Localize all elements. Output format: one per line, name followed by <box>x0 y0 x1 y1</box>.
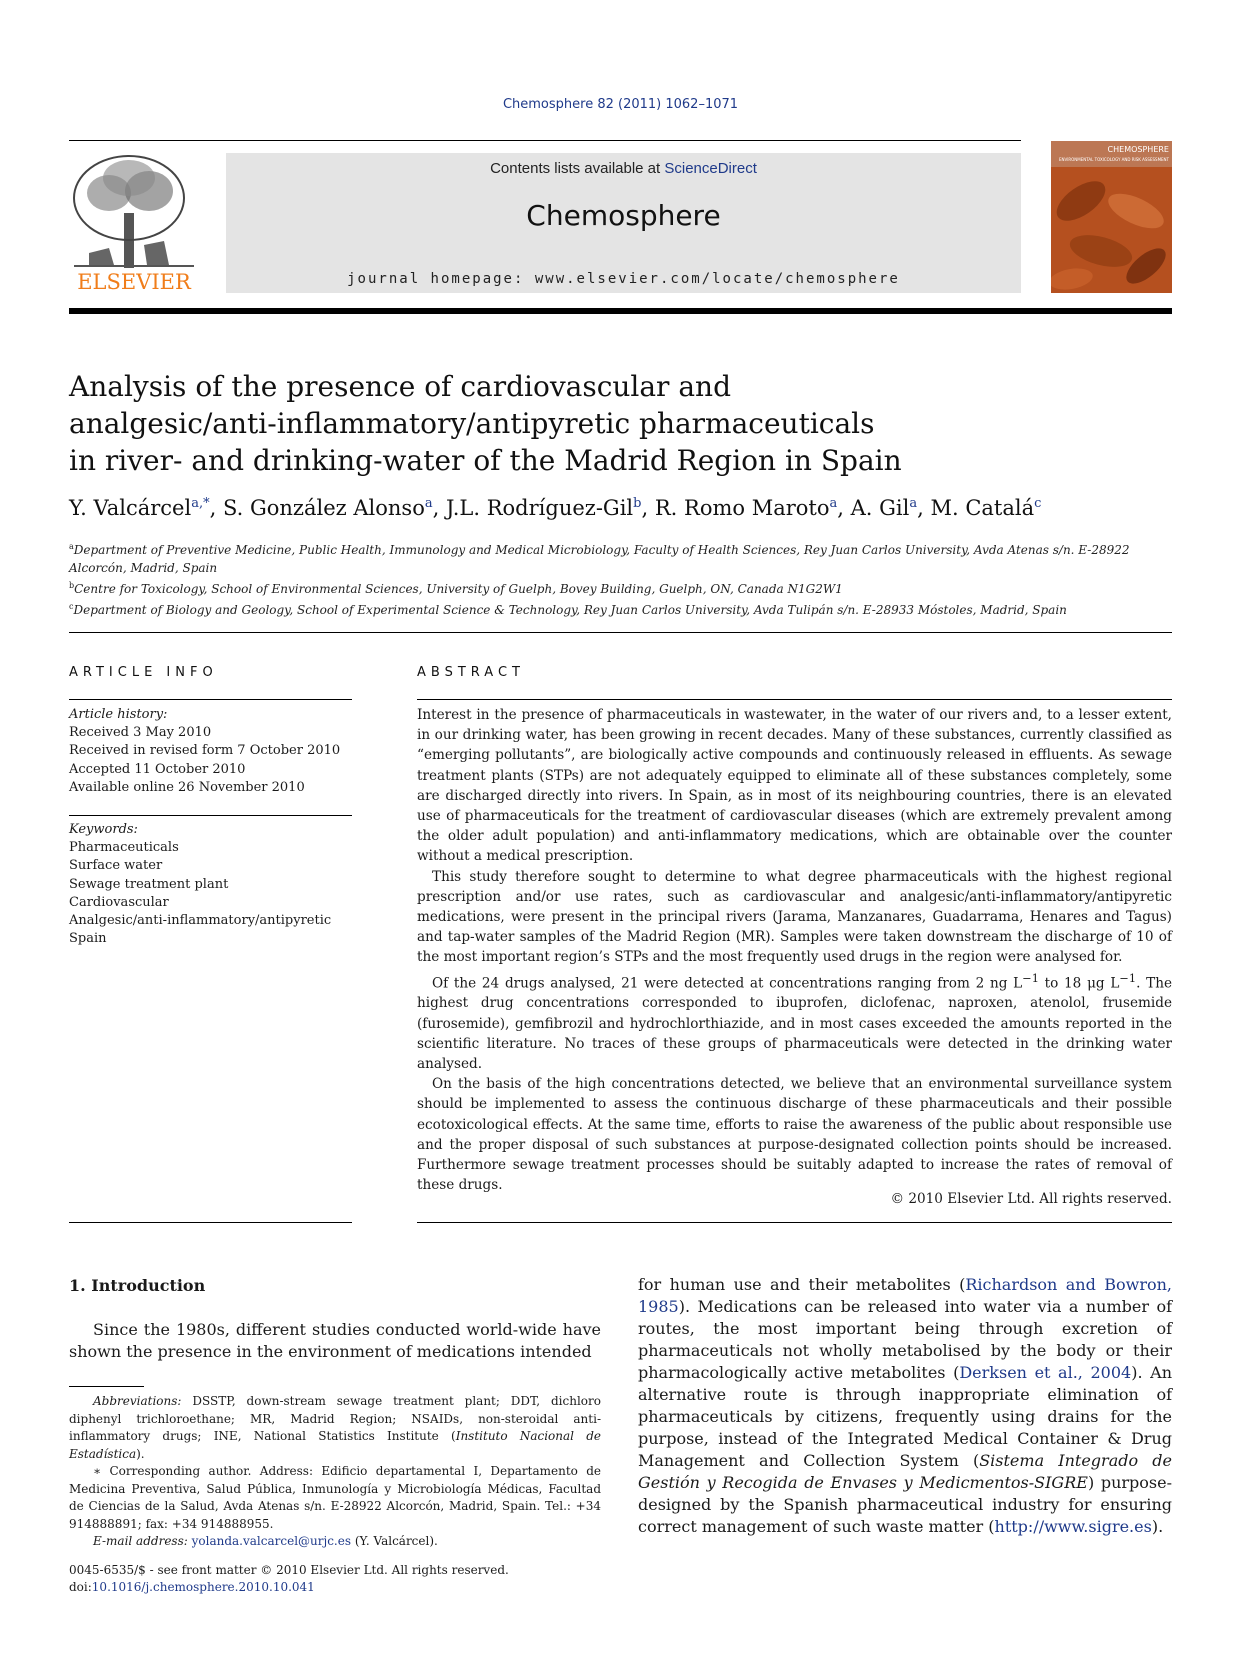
email-footnote: E-mail address: yolanda.valcarcel@urjc.es (Y. Valcárcel). <box>93 1534 438 1548</box>
abstract-body <box>417 705 1172 1195</box>
journal-banner <box>226 153 1021 293</box>
author-affil-link[interactable]: a <box>424 496 433 511</box>
email-link[interactable]: yolanda.valcarcel@urjc.es <box>191 1534 352 1548</box>
keyword: Cardiovascular <box>69 894 169 910</box>
abstract-heading: ABSTRACT <box>417 665 525 680</box>
author-name: J.L. Rodríguez-Gil <box>445 496 634 520</box>
copyright-notice: © 2010 Elsevier Ltd. All rights reserved. <box>890 1191 1172 1207</box>
affiliation-c: $^c$Department of Biology and Geology, School of Experimental Science & Technology, Rey Juan Carlos University, Avda Tulipán s/n. E-28933 Móstoles, Madrid, Spain <box>69 602 1067 617</box>
intro-right-text: for human use and their metabolites (Richardson and Bowron, 1985). Medications can be released into water via a number of routes, the most important being through excretion of pharmaceuticals not wholly metabolised by the body or their pharmacologically active metabolites (Derksen et al., 2004). An alternative route is through inappropriate elimination of pharmaceuticals by citizens, frequently using drains for the purpose, instead of the Integrated Medical Container & Drug Management and Collection System (Sistema Integrado de Gestión y Recogida de Envases y Medicmentos-SIGRE) purpose-designed by the Spanish pharmaceutical industry for ensuring correct management of such waste matter (http://www.sigre.es). <box>638 1275 1173 1536</box>
abstract-paragraph: This study therefore sought to determine to what degree pharmaceuticals with the highest regional prescription and/or use rates, such as cardiovascular and analgesic/anti-inflammatory/antipyretic medications, were present in the principal rivers (Jarama, Manzanares, Guadarrama, Henares and Tagus) and tap-water samples of the Madrid Region (MR). Samples were taken downstream the discharge of 10 of the most important region’s STPs and the most frequently used drugs in the region were analysed for. <box>417 868 1172 966</box>
keyword: Surface water <box>69 858 163 874</box>
footnote-rule <box>69 1386 144 1387</box>
doi-link[interactable]: 10.1016/j.chemosphere.2010.10.041 <box>91 1580 315 1594</box>
info-rule <box>69 699 352 700</box>
abstract-paragraph: Of the 24 drugs analysed, 21 were detected at concentrations ranging from 2 ng $L^{-1}$ to 18 μg $L^{-1}$. The highest drug concentrations corresponded to ibuprofen, diclofenac, naproxen, atenolol, frusemide (furosemide), gemfibrozil and hydrochlorthiazide, and in most cases exceeded the amounts reported in the scientific literature. No traces of these groups of pharmaceuticals were detected in the drinking water analysed. <box>417 970 1173 1072</box>
corresponding-author-footnote: ∗ Corresponding author. Address: Edificio departamental I, Departamento de Medicina Preventiva, Salud Pública, Inmunología y Microbiología Médicas, Facultad de Ciencias de la Salud, Avda Atenas s/n. E-28922 Alcorcón, Madrid, Spain. Tel.: +34 914888891; fax: +34 914888955. <box>69 1464 601 1531</box>
affiliation-rule <box>69 632 1172 633</box>
publication-info <box>69 1562 629 1596</box>
keyword: Analgesic/anti-inflammatory/antipyretic <box>69 913 332 929</box>
keyword: Pharmaceuticals <box>69 840 179 856</box>
author-affil-link[interactable]: a <box>909 496 918 511</box>
contents-line: Contents lists available at ScienceDirect <box>490 160 757 177</box>
header-rule-bottom <box>69 308 1172 314</box>
footnotes <box>69 1393 601 1551</box>
history-item: Accepted 11 October 2010 <box>69 761 246 777</box>
author-name: R. Romo Maroto <box>654 496 830 520</box>
info-rule <box>69 1222 352 1223</box>
author-affil-link[interactable]: a <box>829 496 838 511</box>
history-item: Available online 26 November 2010 <box>69 779 305 795</box>
author-name: M. Catalá <box>930 496 1035 520</box>
cover-leaves-image <box>1051 141 1172 293</box>
history-item: Received 3 May 2010 <box>69 725 212 741</box>
abstract-paragraph: On the basis of the high concentrations detected, we believe that an environmental surveillance system should be implemented to assess the continuous discharge of these pharmaceuticals and their possible ecotoxicological effects. At the same time, efforts to raise the awareness of the public about responsible use and the proper disposal of such substances at purpose-designated collection points should be increased. Furthermore sewage treatment processes should be suitably adapted to increase the rates of removal of these drugs. <box>417 1076 1172 1194</box>
header-rule-top <box>69 140 1021 141</box>
doi-line: doi:10.1016/j.chemosphere.2010.10.041 <box>69 1580 315 1594</box>
abstract-paragraph: Interest in the presence of pharmaceuticals in wastewater, in the water of our rivers and, to a lesser extent, in our drinking water, has been growing in recent decades. Many of these substances, currently classified as “emerging pollutants”, are biologically active compounds and continuously released in effluents. As sewage treatment plants (STPs) are not adequately equipped to eliminate all of these substances completely, some are discharged directly into rivers. In Spain, as in most of its neighbouring countries, there is an elevated use of pharmaceuticals for the treatment of cardiovascular diseases (which are extremely prevalent among the older adult population) and anti-inflammatory medications, which are obtainable over the counter without a medical prescription. <box>417 707 1172 865</box>
history-label: Article history: <box>69 707 168 722</box>
journal-cover <box>1051 141 1172 293</box>
author-affil-link[interactable]: a,* <box>191 496 210 511</box>
author-affil-link[interactable]: b <box>633 496 642 511</box>
abbreviations-footnote: Abbreviations: DSSTP, down-stream sewage treatment plant; DDT, dichloro diphenyl trichloroethane; MR, Madrid Region; NSAIDs, non-steroidal anti-inflammatory drugs; INE, National Statistics Institute (Instituto Nacional de Estadística). <box>69 1394 601 1461</box>
issn-line: 0045-6535/$ - see front matter © 2010 Elsevier Ltd. All rights reserved. <box>69 1563 509 1577</box>
history-item: Received in revised form 7 October 2010 <box>69 743 341 759</box>
author-name: Y. Valcárcel <box>69 496 192 520</box>
abstract-rule <box>417 1222 1172 1223</box>
journal-title: Chemosphere <box>526 199 721 232</box>
svg-text:ENVIRONMENTAL TOXICOLOGY AND R: ENVIRONMENTAL TOXICOLOGY AND RISK ASSESSMENT <box>1058 157 1169 162</box>
sciencedirect-link[interactable]: ScienceDirect <box>664 160 757 177</box>
journal-citation[interactable]: Chemosphere 82 (2011) 1062–1071 <box>502 97 739 112</box>
section-heading-introduction: 1. Introduction <box>69 1276 206 1295</box>
abstract-rule <box>417 699 1172 700</box>
info-rule <box>69 815 352 816</box>
author-name: A. Gil <box>850 496 910 520</box>
intro-left-text: Since the 1980s, different studies conducted world-wide have shown the presence in the environment of medications intended <box>69 1320 601 1361</box>
article-history <box>69 706 352 797</box>
keyword: Spain <box>69 931 107 947</box>
affiliation-a: $^a$Department of Preventive Medicine, Public Health, Immunology and Medical Microbiology, Faculty of Health Sciences, Rey Juan Carlos University, Avda Atenas s/n. E-28922 Alcorcón, Madrid, Spain <box>69 542 1130 575</box>
keywords <box>69 821 352 948</box>
sigre-link[interactable]: http://www.sigre.es <box>994 1517 1152 1536</box>
journal-homepage[interactable]: journal homepage: www.elsevier.com/locate/chemosphere <box>347 271 900 287</box>
article-title: Analysis of the presence of cardiovascular and analgesic/anti-inflammatory/antipyretic pharmaceuticals in river- and drinking-water of the Madrid Region in Spain <box>69 370 902 477</box>
elsevier-logo <box>69 153 199 293</box>
author-list: Y. Valcárcel$^{a,*}$, S. González Alonso$^a$, J.L. Rodríguez-Gil$^b$, R. Romo Maroto$^a$, A. Gil$^a$, M. Catalá$^c$ <box>69 496 1042 520</box>
keyword: Sewage treatment plant <box>69 876 229 892</box>
author-name: S. González Alonso <box>222 496 425 520</box>
author-affil-link[interactable]: c <box>1034 496 1042 511</box>
reference-link[interactable]: Derksen et al., 2004 <box>959 1363 1132 1382</box>
svg-text:ELSEVIER: ELSEVIER <box>77 270 191 293</box>
reference-link[interactable]: Richardson and Bowron, 1985 <box>638 1275 1172 1316</box>
affiliations <box>69 538 1172 619</box>
keywords-label: Keywords: <box>69 822 138 837</box>
svg-text:CHEMOSPHERE: CHEMOSPHERE <box>1107 145 1169 154</box>
affiliation-b: $^b$Centre for Toxicology, School of Environmental Sciences, University of Guelph, Bovey Building, Guelph, ON, Canada N1G2W1 <box>69 581 843 596</box>
elsevier-tree-icon <box>69 153 199 293</box>
article-info-heading: ARTICLE INFO <box>69 665 218 680</box>
